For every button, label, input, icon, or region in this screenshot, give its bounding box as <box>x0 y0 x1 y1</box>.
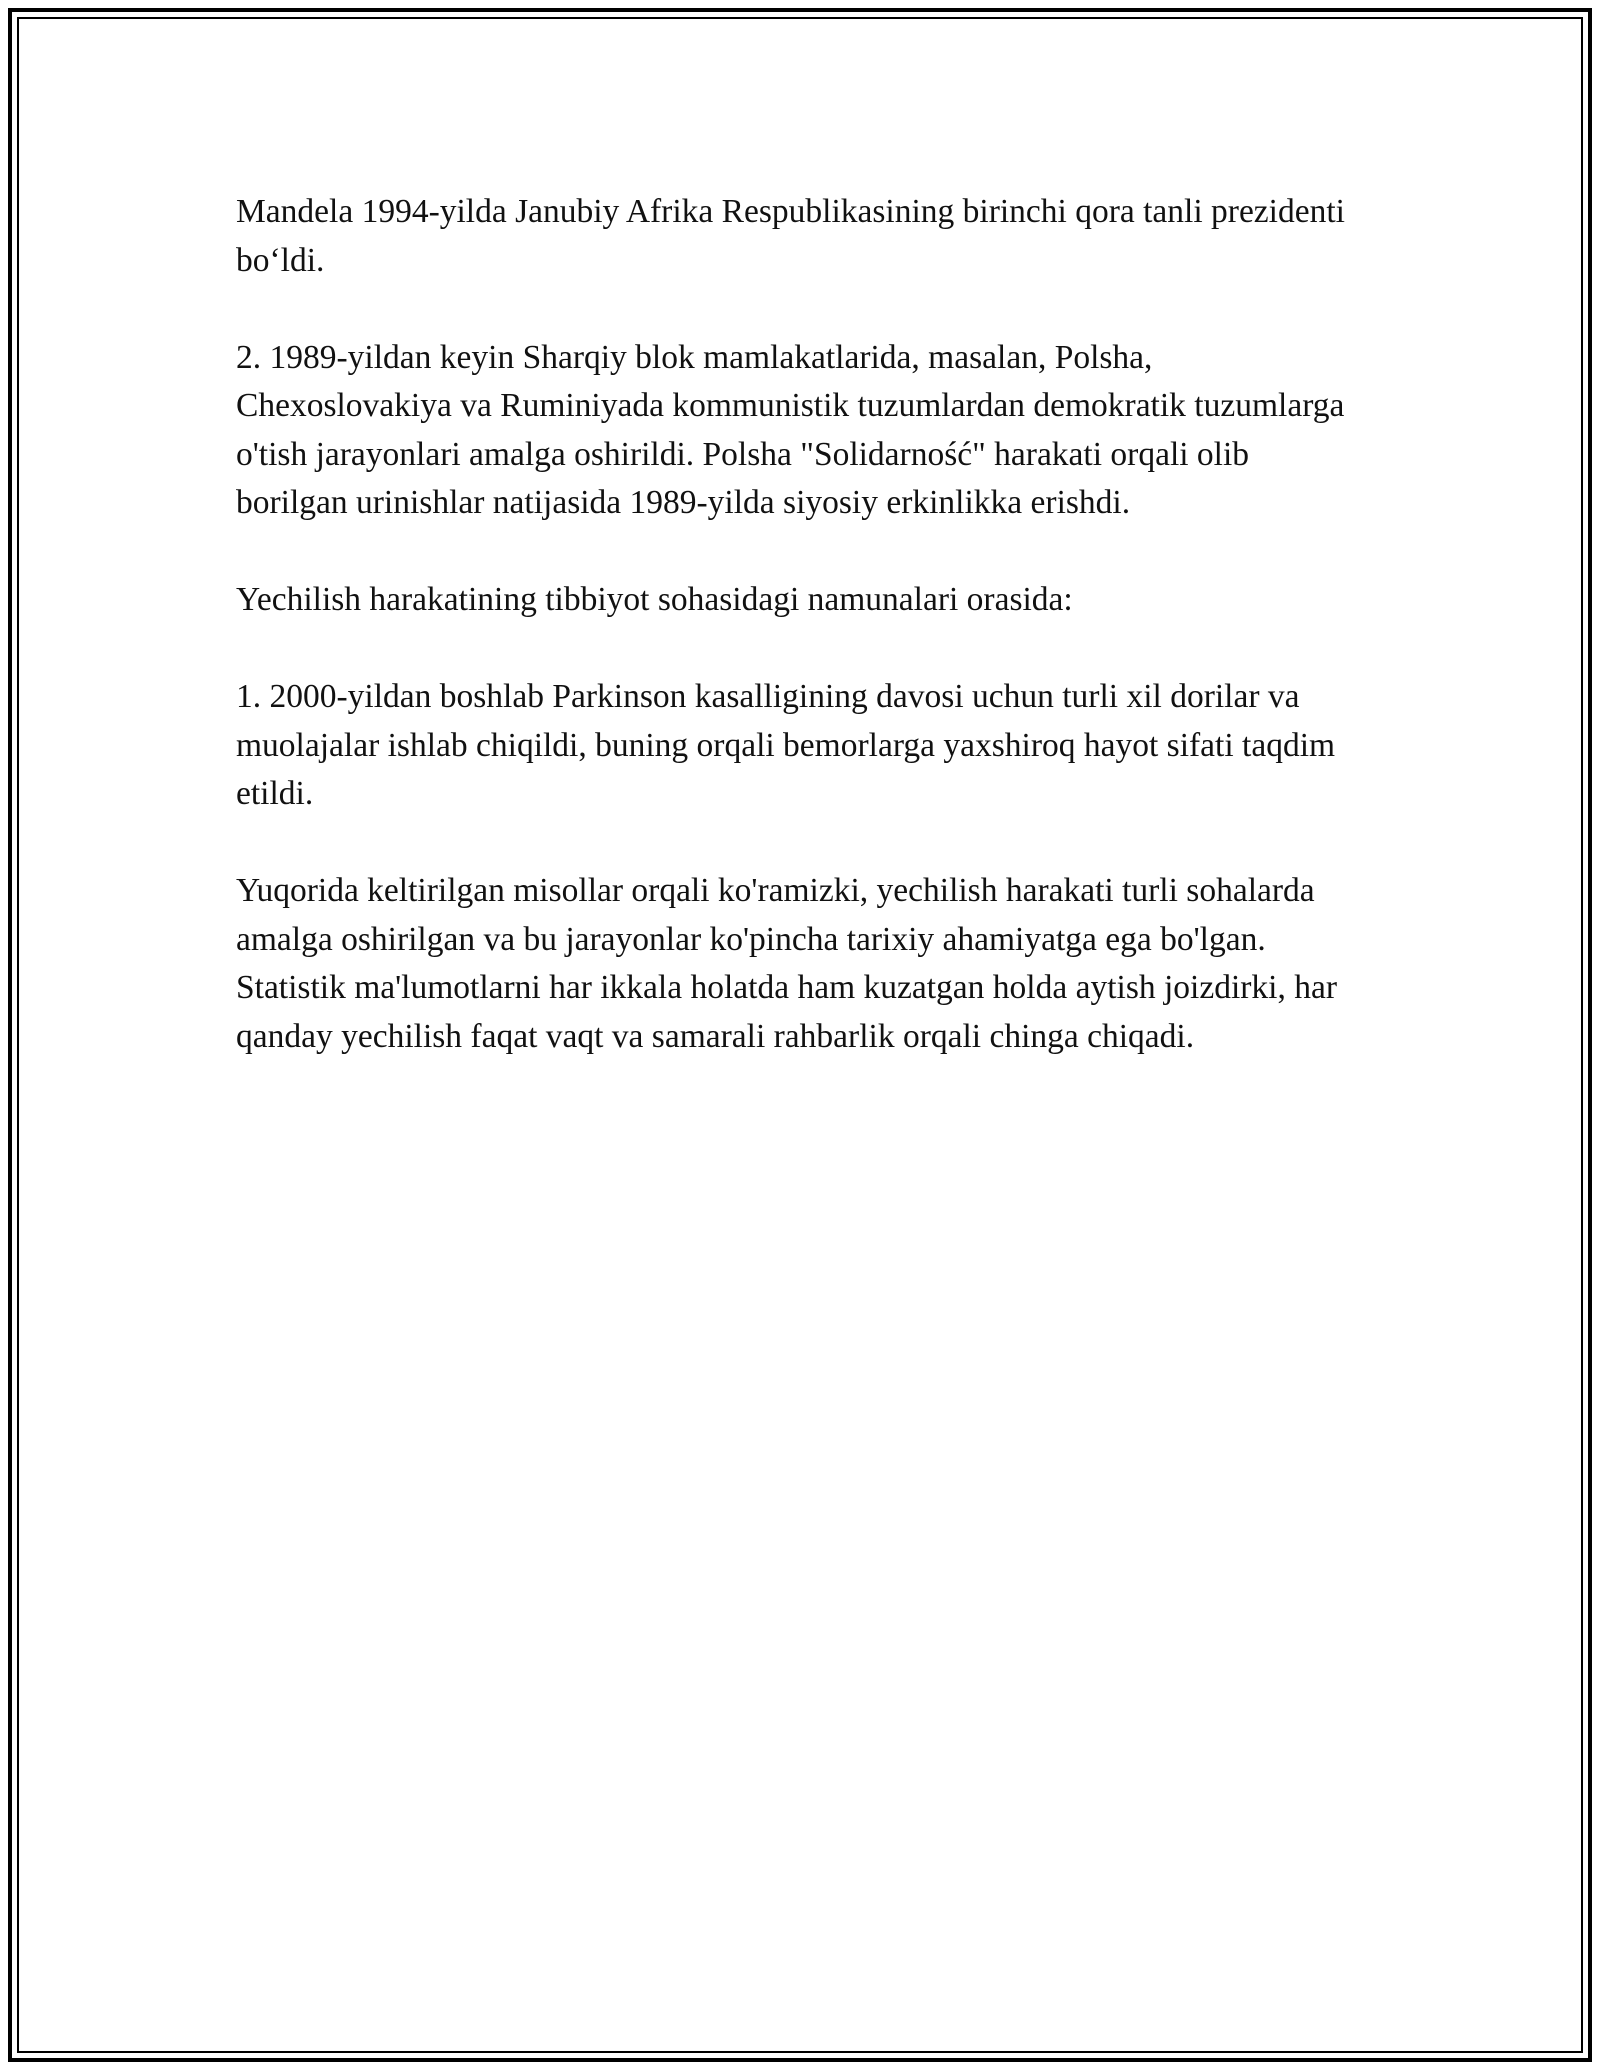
paragraph-eastern-bloc: 2. 1989-yildan keyin Sharqiy blok mamlakatlarida, masalan, Polsha, Chexoslovakiya va Ruminiyada kommunistik tuzumlardan demokratik tuzumlarga o'tish jarayonlari amalga oshirildi. Polsha "Solidarność" harakati orqali olib borilgan urinishlar natijasida 1989-yilda siyosiy erkinlikka erishdi. <box>236 338 1345 521</box>
paragraph-parkinson: 1. 2000-yildan boshlab Parkinson kasalligining davosi uchun turli xil dorilar va muolajalar ishlab chiqildi, buning orqali bemorlarga yaxshiroq hayot sifati taqdim etildi. <box>236 678 1336 812</box>
document-body <box>236 188 1366 1061</box>
paragraph-conclusion: Yuqorida keltirilgan misollar orqali ko'ramizki, yechilish harakati turli sohalarda amalga oshirilgan va bu jarayonlar ko'pincha tarixiy ahamiyatga ega bo'lgan. Statistik ma'lumotlarni har ikkala holatda ham kuzatgan holda aytish joizdirki, har qanday yechilish faqat vaqt va samarali rahbarlik orqali chinga chiqadi. <box>236 872 1338 1055</box>
paragraph-mandela: Mandela 1994-yilda Janubiy Afrika Respublikasining birinchi qora tanli prezidenti boʻldi. <box>236 193 1345 279</box>
paragraph-medicine-intro: Yechilish harakatining tibbiyot sohasidagi namunalari orasida: <box>236 581 1073 618</box>
